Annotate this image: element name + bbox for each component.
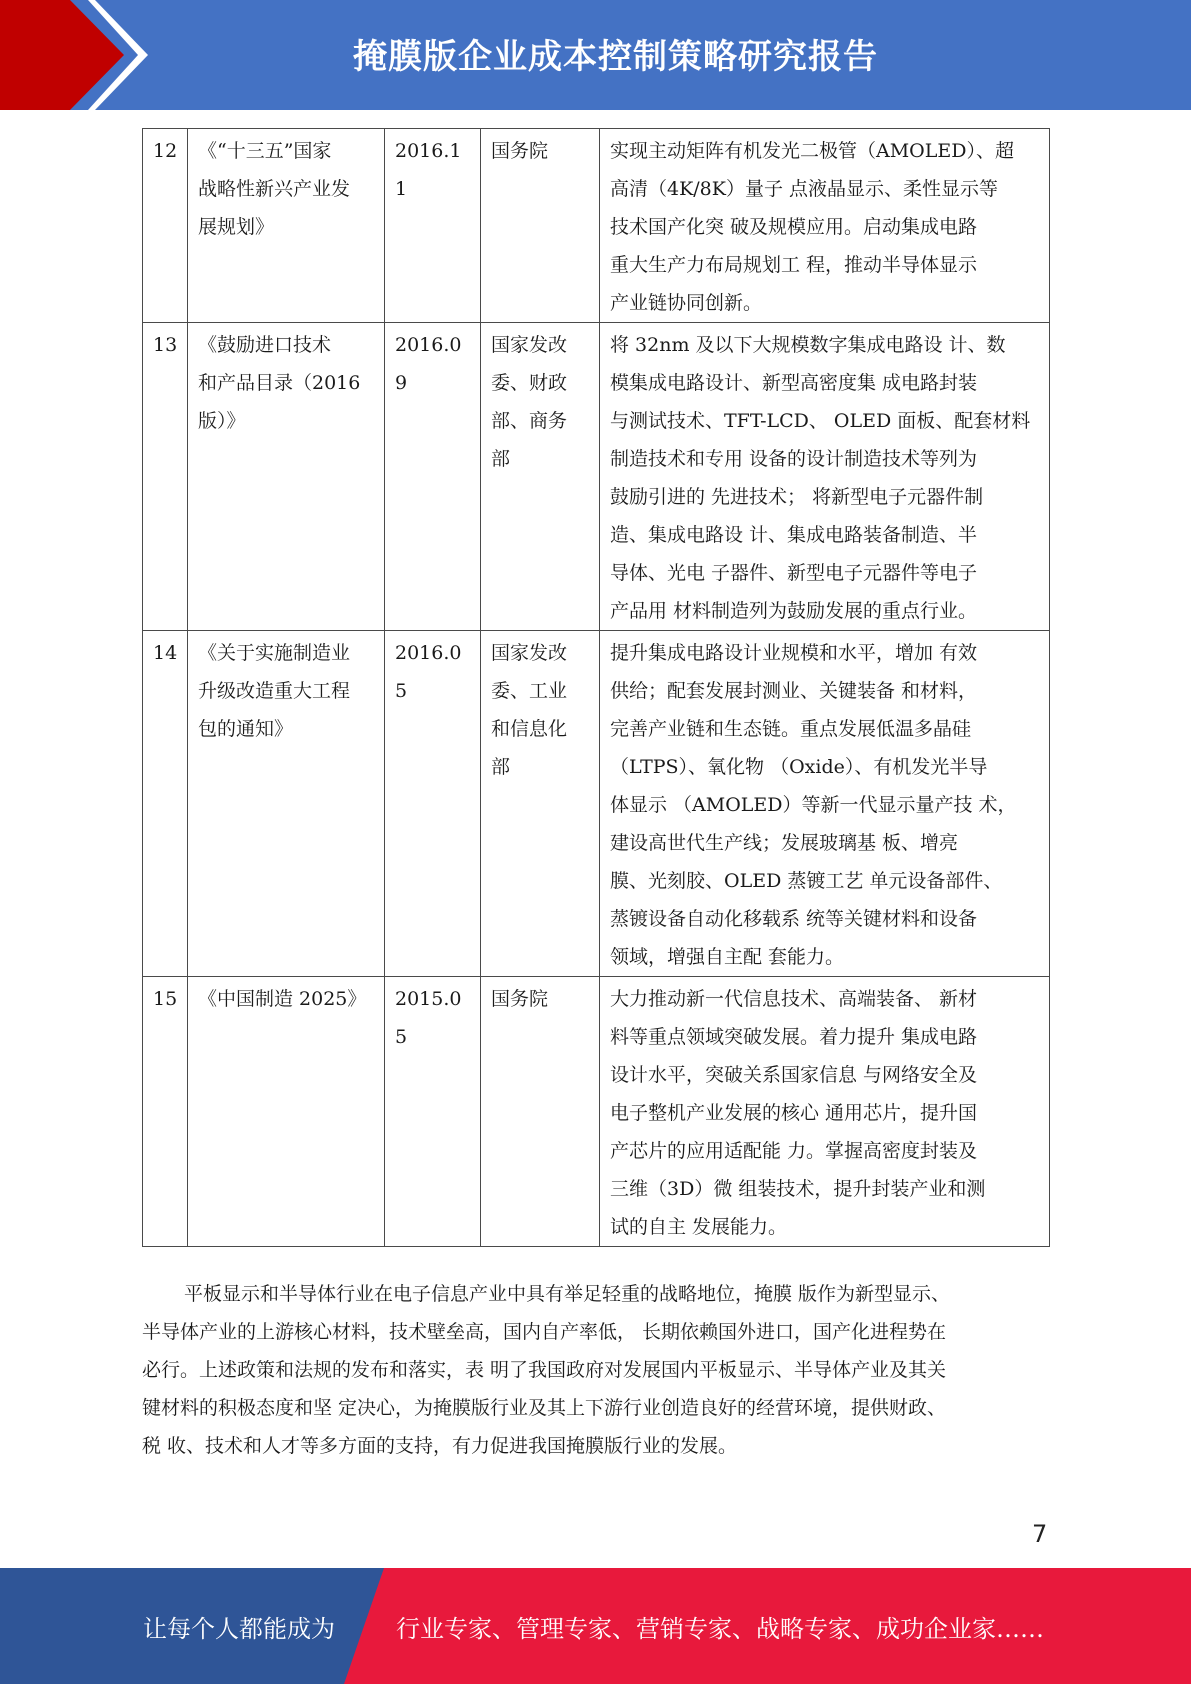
policy-issuer: 国家发改 委、工业 和信息化 部 [481, 631, 600, 977]
paragraph-line: 半导体产业的上游核心材料，技术壁垒高，国内自产率低， 长期依赖国外进口，国产化进程势在 [142, 1321, 947, 1343]
policy-date: 2016.05 [385, 631, 481, 977]
row-number: 14 [143, 631, 188, 977]
table-row [143, 631, 1050, 977]
policy-date: 2016.11 [385, 129, 481, 323]
policy-issuer: 国务院 [481, 129, 600, 323]
table-row [143, 323, 1050, 631]
policy-description: 实现主动矩阵有机发光二极管（AMOLED）、超 高清（4K/8K）量子 点液晶显示、柔性显示等 技术国产化突 破及规模应用。启动集成电路 重大生产力布局规划工 程，推动半导体显示 产业链协同创新。 [600, 129, 1050, 323]
row-number: 15 [143, 977, 188, 1247]
policy-name: 《鼓励进口技术 和产品目录（2016 版）》 [188, 323, 385, 631]
policy-date: 2016.09 [385, 323, 481, 631]
paragraph-line: 必行。上述政策和法规的发布和落实，表 明了我国政府对发展国内平板显示、半导体产业及其关 [142, 1359, 947, 1381]
body-paragraph [142, 1275, 1050, 1465]
policy-name: 《中国制造 2025》 [188, 977, 385, 1247]
policy-description: 大力推动新一代信息技术、高端装备、 新材 料等重点领域突破发展。着力提升 集成电路 设计水平，突破关系国家信息 与网络安全及 电子整机产业发展的核心 通用芯片，提升国 产芯片的应用适配能 力。掌握高密度封装及 三维（3D）微 组装技术，提升封装产业和测 试的自主 发展能力。 [600, 977, 1050, 1247]
policy-name: 《“十三五”国家 战略性新兴产业发 展规划》 [188, 129, 385, 323]
table-row [143, 977, 1050, 1247]
policy-date: 2015.05 [385, 977, 481, 1247]
header-banner [0, 0, 1191, 110]
row-number: 12 [143, 129, 188, 323]
row-number: 13 [143, 323, 188, 631]
policy-table [142, 128, 1050, 1247]
footer-slogan-left: 让每个人都能成为 [143, 1614, 335, 1643]
paragraph-line: 键材料的积极态度和坚 定决心，为掩膜版行业及其上下游行业创造良好的经营环境，提供财政、 [142, 1397, 947, 1419]
policy-issuer: 国家发改 委、财政 部、商务 部 [481, 323, 600, 631]
policy-description: 提升集成电路设计业规模和水平，增加 有效 供给；配套发展封测业、关键装备 和材料， 完善产业链和生态链。重点发展低温多晶硅 （LTPS）、氧化物 （Oxide）、有机发光半导 体显示 （AMOLED）等新一代显示量产技 术， 建设高世代生产线；发展玻璃基 板、增亮 膜、光刻胶、OLED 蒸镀工艺 单元设备部件、 蒸镀设备自动化移载系 统等关键材料和设备 领域，增强自主配 套能力。 [600, 631, 1050, 977]
table-row [143, 129, 1050, 323]
report-title: 掩膜版企业成本控制策略研究报告 [353, 36, 878, 77]
footer-banner [0, 1568, 1191, 1684]
policy-description: 将 32nm 及以下大规模数字集成电路设 计、数 模集成电路设计、新型高密度集 成电路封装 与测试技术、TFT-LCD、 OLED 面板、配套材料 制造技术和专用 设备的设计制造技术等列为 鼓励引进的 先进技术； 将新型电子元器件制 造、集成电路设 计、集成电路装备制造、半 导体、光电 子器件、新型电子元器件等电子 产品用 材料制造列为鼓励发展的重点行业。 [600, 323, 1050, 631]
policy-name: 《关于实施制造业 升级改造重大工程 包的通知》 [188, 631, 385, 977]
footer-slogan-right: 行业专家、管理专家、营销专家、战略专家、成功企业家…… [396, 1614, 1044, 1643]
paragraph-line: 税 收、技术和人才等多方面的支持，有力促进我国掩膜版行业的发展。 [142, 1435, 738, 1457]
page-number: 7 [1032, 1520, 1048, 1548]
paragraph-line: 平板显示和半导体行业在电子信息产业中具有举足轻重的战略地位，掩膜 版作为新型显示、 [184, 1283, 951, 1305]
policy-issuer: 国务院 [481, 977, 600, 1247]
